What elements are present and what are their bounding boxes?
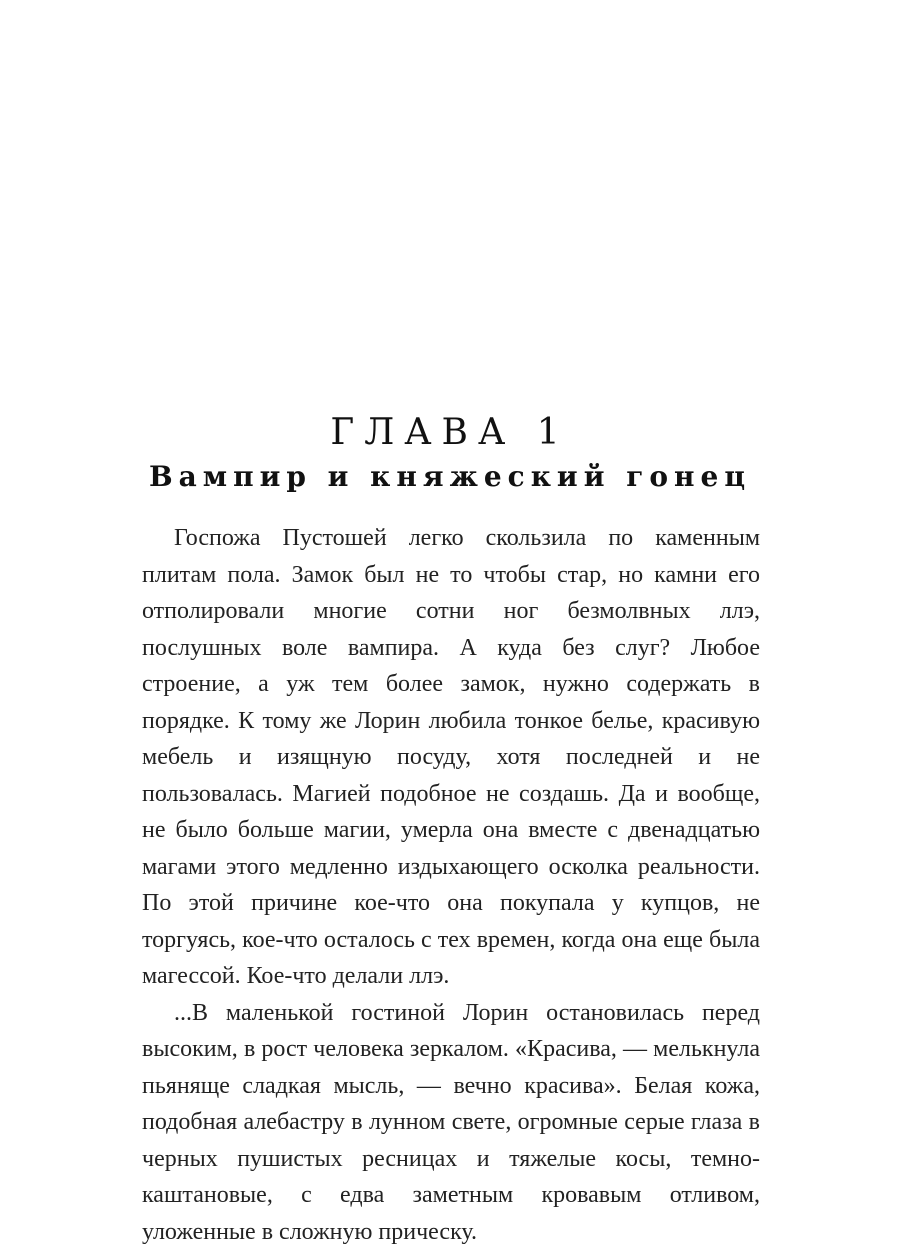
paragraph-2: ...В маленькой гостиной Лорин остановилась перед высоким, в рост человека зеркалом. «Красива, — мелькнула пьяняще сладкая мысль, — вечно красива». Белая кожа, подобная алебастру в лунном свете, огромные серые глаза в черных пушистых ресницах и тяжелые косы, темно-каштановые, с едва заметным кровавым отливом, уложенные в сложную прическу. [142,995,760,1250]
chapter-body [142,520,760,1250]
paragraph-1: Госпожа Пустошей легко скользила по каменным плитам пола. Замок был не то чтобы стар, но камни его отполировали многие сотни ног безмолвных ллэ, послушных воле вампира. А куда без слуг? Любое строение, а уж тем более замок, нужно содержать в порядке. К тому же Лорин любила тонкое белье, красивую мебель и изящную посуду, хотя последней и не пользовалась. Магией подобное не создашь. Да и вообще, не было больше магии, умерла она вместе с двенадцатью магами этого медленно издыхающего осколка реальности. По этой причине кое-что она покупала у купцов, не торгуясь, кое-что осталось с тех времен, когда она еще была магессой. Кое-что делали ллэ. [142,520,760,995]
chapter-title: Вампир и княжеский гонец [0,460,900,493]
chapter-number: ГЛАВА 1 [0,412,900,453]
